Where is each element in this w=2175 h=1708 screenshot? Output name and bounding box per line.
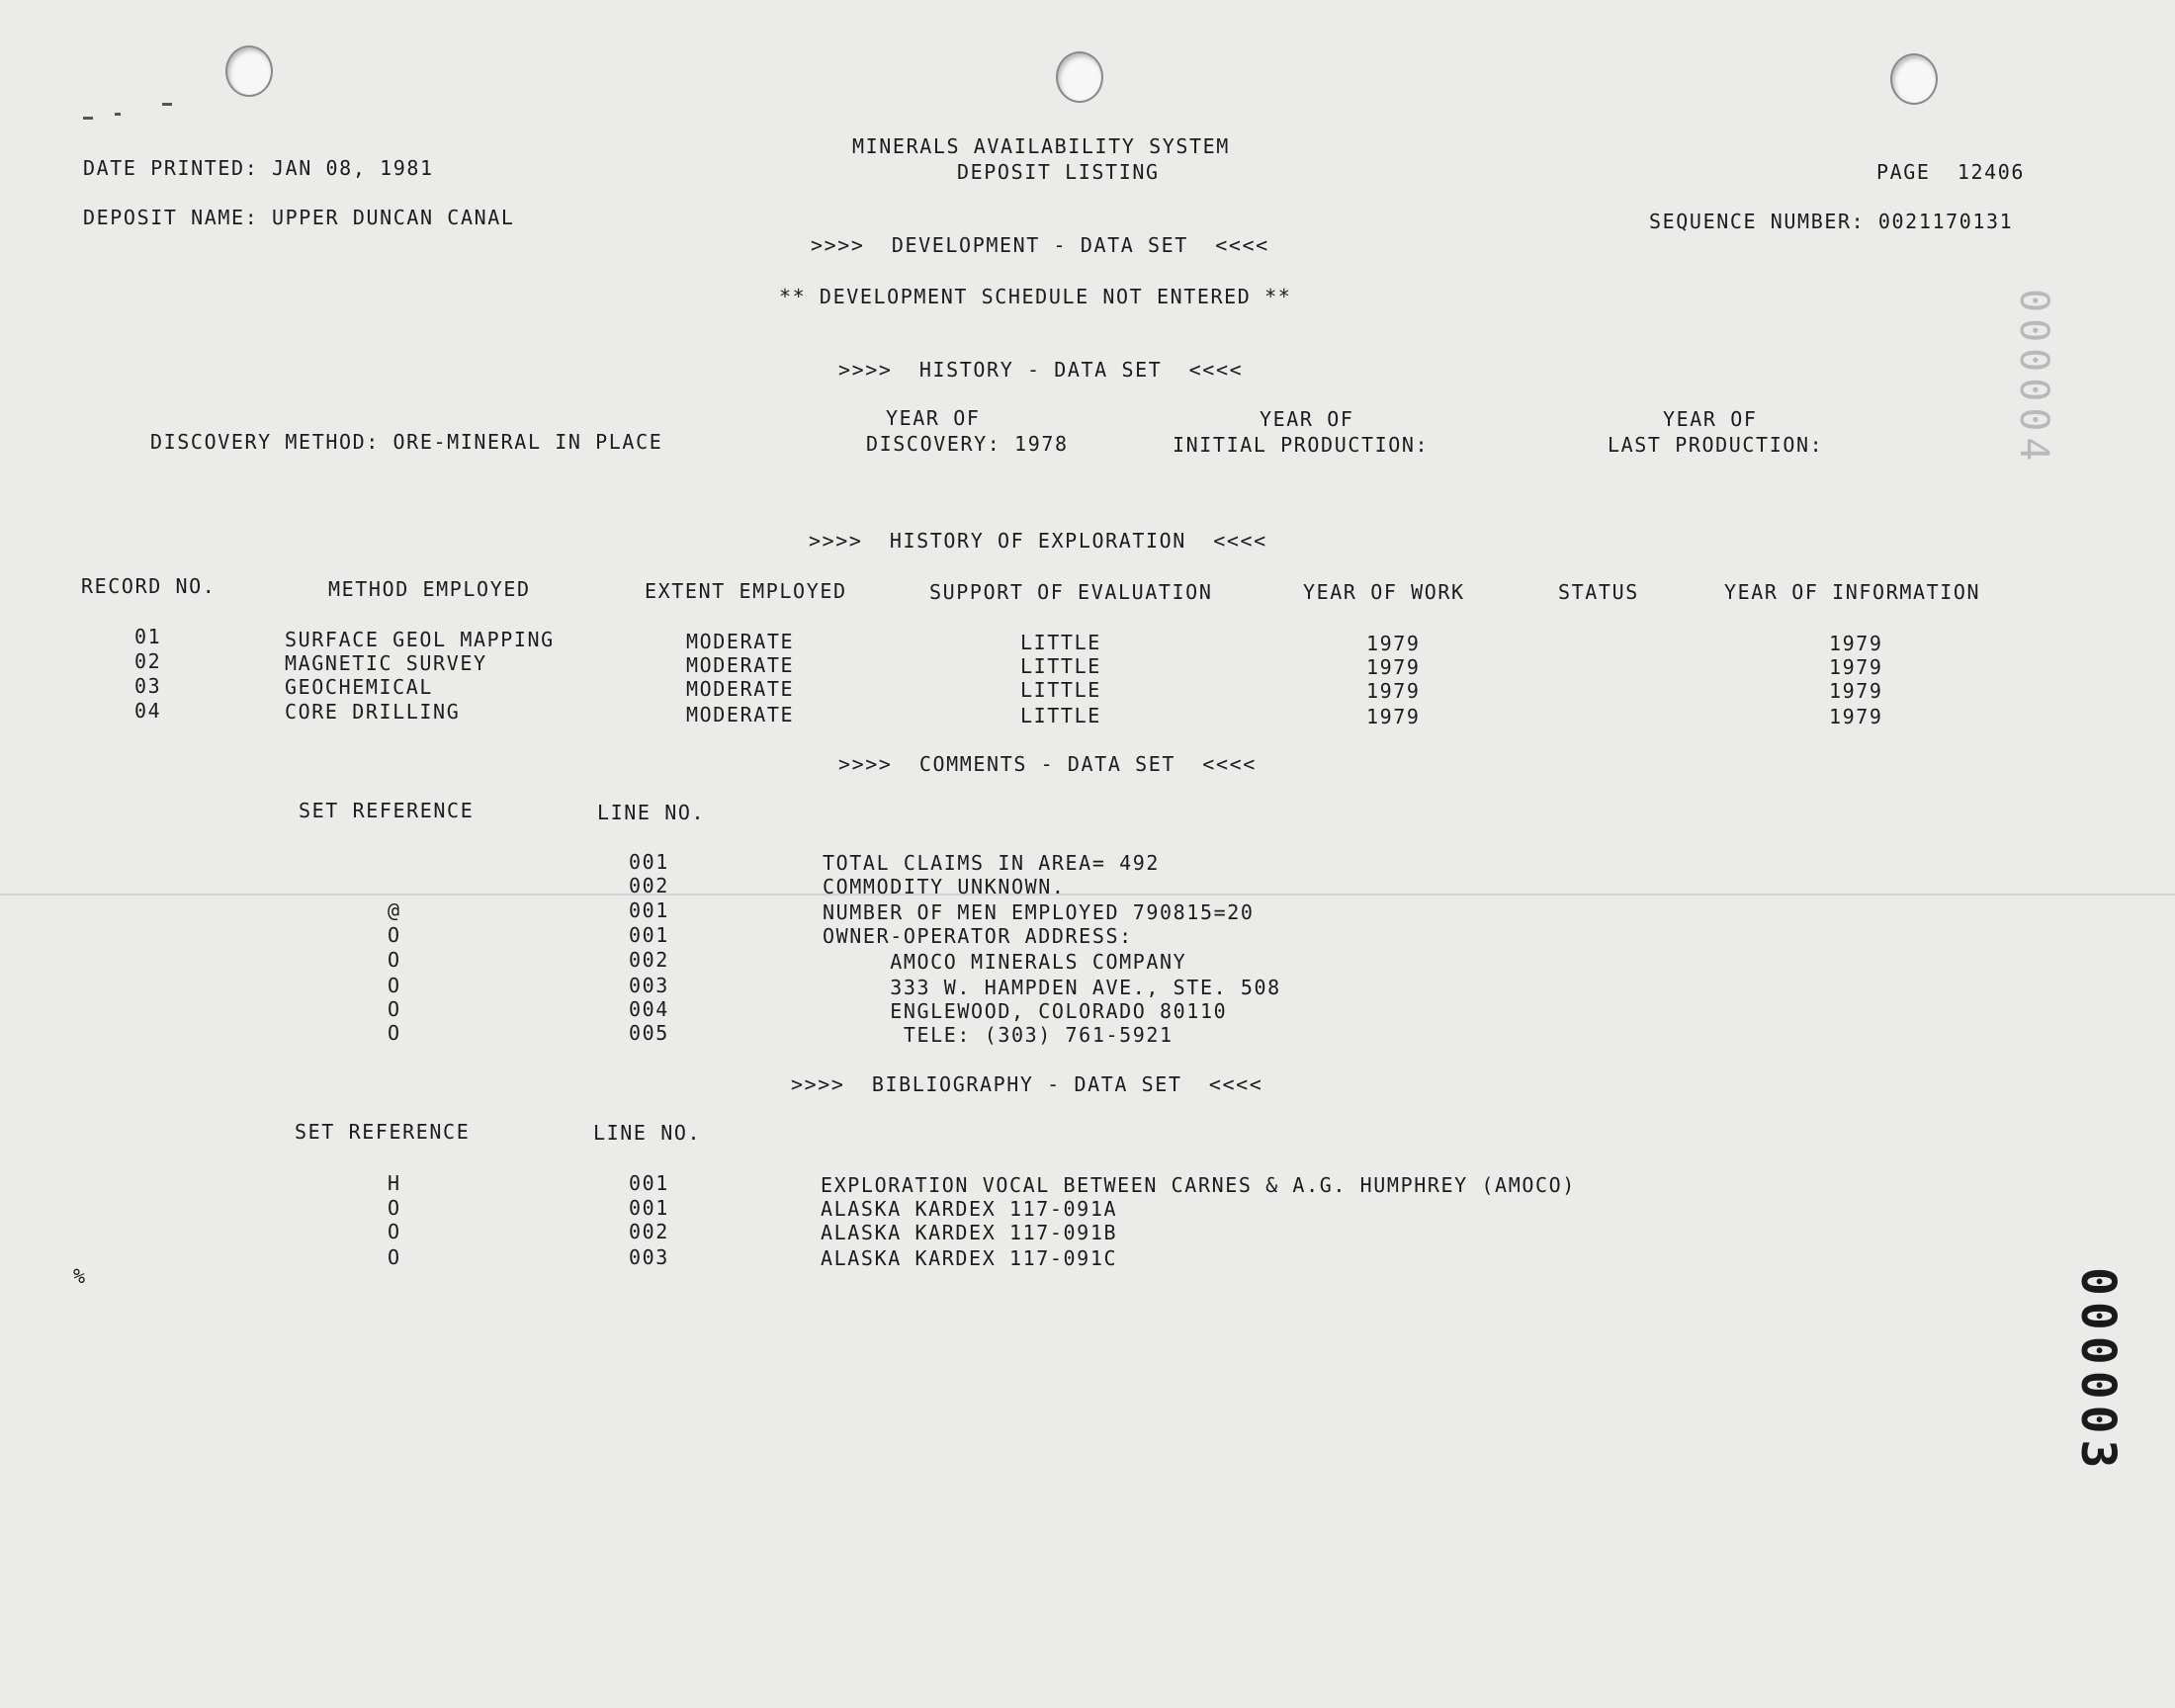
- discovery-year: DISCOVERY: 1978: [866, 432, 1069, 456]
- comment-text: ENGLEWOOD, COLORADO 80110: [823, 999, 1228, 1023]
- bibliography-text: ALASKA KARDEX 117-091A: [821, 1197, 1118, 1221]
- line-no: 002: [629, 874, 669, 897]
- support-of-evaluation: LITTLE: [1020, 704, 1101, 727]
- initial-production: INITIAL PRODUCTION:: [1173, 433, 1430, 457]
- line-no: 003: [629, 974, 669, 997]
- extent-employed: MODERATE: [686, 677, 795, 701]
- comments-heading: >>>> COMMENTS - DATA SET <<<<: [838, 752, 1257, 776]
- line-no: 003: [629, 1245, 669, 1269]
- comment-text: 333 W. HAMPDEN AVE., STE. 508: [823, 976, 1281, 999]
- set-reference: O: [388, 1021, 401, 1045]
- extent-employed: MODERATE: [686, 703, 795, 726]
- binder-hole-center: [1056, 51, 1103, 103]
- binder-hole-left: [225, 45, 273, 97]
- set-reference: O: [388, 1220, 401, 1243]
- dark-stamp-number: 000003: [2070, 1267, 2126, 1475]
- method-employed: MAGNETIC SURVEY: [285, 651, 487, 675]
- year-of-work: 1979: [1366, 655, 1421, 679]
- date-printed: DATE PRINTED: JAN 08, 1981: [83, 156, 434, 180]
- record-no: 03: [134, 674, 162, 698]
- record-no: 04: [134, 699, 162, 723]
- bibliography-col-set-reference: SET REFERENCE: [295, 1120, 471, 1144]
- deposit-name: DEPOSIT NAME: UPPER DUNCAN CANAL: [83, 206, 515, 229]
- sequence-number: SEQUENCE NUMBER: 0021170131: [1649, 210, 2014, 233]
- col-year-of-information: YEAR OF INFORMATION: [1724, 580, 1981, 604]
- year-of-last-label: YEAR OF: [1663, 407, 1758, 431]
- col-year-of-work: YEAR OF WORK: [1303, 580, 1465, 604]
- record-no: 02: [134, 649, 162, 673]
- col-extent-employed: EXTENT EMPLOYED: [645, 579, 847, 603]
- comments-col-set-reference: SET REFERENCE: [299, 799, 475, 822]
- line-no: 001: [629, 923, 669, 947]
- set-reference: O: [388, 1245, 401, 1269]
- support-of-evaluation: LITTLE: [1020, 631, 1101, 654]
- support-of-evaluation: LITTLE: [1020, 654, 1101, 678]
- stray-mark: [83, 117, 93, 120]
- line-no: 001: [629, 850, 669, 874]
- comments-col-line-no: LINE NO.: [597, 801, 706, 824]
- col-record-no: RECORD NO.: [81, 574, 217, 598]
- record-no: 01: [134, 625, 162, 648]
- year-of-information: 1979: [1829, 655, 1883, 679]
- exploration-heading: >>>> HISTORY OF EXPLORATION <<<<: [809, 529, 1267, 553]
- set-reference: H: [388, 1171, 401, 1195]
- comment-text: OWNER-OPERATOR ADDRESS:: [823, 924, 1133, 948]
- system-title: MINERALS AVAILABILITY SYSTEM: [852, 134, 1230, 158]
- set-reference: O: [388, 1196, 401, 1220]
- discovery-method: DISCOVERY METHOD: ORE-MINERAL IN PLACE: [150, 430, 663, 454]
- development-note: ** DEVELOPMENT SCHEDULE NOT ENTERED **: [779, 285, 1292, 308]
- col-support-of-evaluation: SUPPORT OF EVALUATION: [929, 580, 1213, 604]
- line-no: 002: [629, 1220, 669, 1243]
- set-reference: O: [388, 997, 401, 1021]
- method-employed: CORE DRILLING: [285, 700, 461, 724]
- comment-text: AMOCO MINERALS COMPANY: [823, 950, 1187, 974]
- year-of-information: 1979: [1829, 705, 1883, 728]
- binder-hole-right: [1890, 53, 1938, 105]
- year-of-initial-label: YEAR OF: [1260, 407, 1354, 431]
- set-reference: O: [388, 974, 401, 997]
- comment-text: TOTAL CLAIMS IN AREA= 492: [823, 851, 1161, 875]
- year-of-work: 1979: [1366, 679, 1421, 703]
- last-production: LAST PRODUCTION:: [1608, 433, 1824, 457]
- fold-line: [0, 894, 2175, 896]
- line-no: 001: [629, 898, 669, 922]
- line-no: 004: [629, 997, 669, 1021]
- history-heading: >>>> HISTORY - DATA SET <<<<: [838, 358, 1244, 382]
- line-no: 001: [629, 1196, 669, 1220]
- bibliography-text: EXPLORATION VOCAL BETWEEN CARNES & A.G. HUMPHREY (AMOCO): [821, 1173, 1576, 1197]
- method-employed: GEOCHEMICAL: [285, 675, 434, 699]
- comment-text: COMMODITY UNKNOWN.: [823, 875, 1066, 898]
- faint-stamp-number: 000004: [2011, 289, 2056, 468]
- method-employed: SURFACE GEOL MAPPING: [285, 628, 555, 651]
- extent-employed: MODERATE: [686, 630, 795, 653]
- year-of-work: 1979: [1366, 632, 1421, 655]
- bibliography-text: ALASKA KARDEX 117-091B: [821, 1221, 1118, 1244]
- set-reference: @: [388, 898, 401, 922]
- support-of-evaluation: LITTLE: [1020, 678, 1101, 702]
- bibliography-col-line-no: LINE NO.: [593, 1121, 702, 1145]
- line-no: 002: [629, 948, 669, 972]
- year-of-information: 1979: [1829, 679, 1883, 703]
- set-reference: O: [388, 923, 401, 947]
- col-status: STATUS: [1558, 580, 1639, 604]
- extent-employed: MODERATE: [686, 653, 795, 677]
- line-no: 001: [629, 1171, 669, 1195]
- year-of-work: 1979: [1366, 705, 1421, 728]
- listing-title: DEPOSIT LISTING: [957, 160, 1160, 184]
- line-no: 005: [629, 1021, 669, 1045]
- col-method-employed: METHOD EMPLOYED: [328, 577, 531, 601]
- comment-text: TELE: (303) 761-5921: [823, 1023, 1174, 1047]
- stray-mark: [162, 103, 172, 106]
- year-of-discovery-label: YEAR OF: [886, 406, 981, 430]
- comment-text: NUMBER OF MEN EMPLOYED 790815=20: [823, 900, 1255, 924]
- development-heading: >>>> DEVELOPMENT - DATA SET <<<<: [811, 233, 1269, 257]
- set-reference: O: [388, 948, 401, 972]
- footer-mark: %: [73, 1264, 87, 1288]
- bibliography-heading: >>>> BIBLIOGRAPHY - DATA SET <<<<: [791, 1072, 1263, 1096]
- stray-mark: [115, 113, 121, 116]
- bibliography-text: ALASKA KARDEX 117-091C: [821, 1246, 1118, 1270]
- page-number: PAGE 12406: [1876, 160, 2026, 184]
- year-of-information: 1979: [1829, 632, 1883, 655]
